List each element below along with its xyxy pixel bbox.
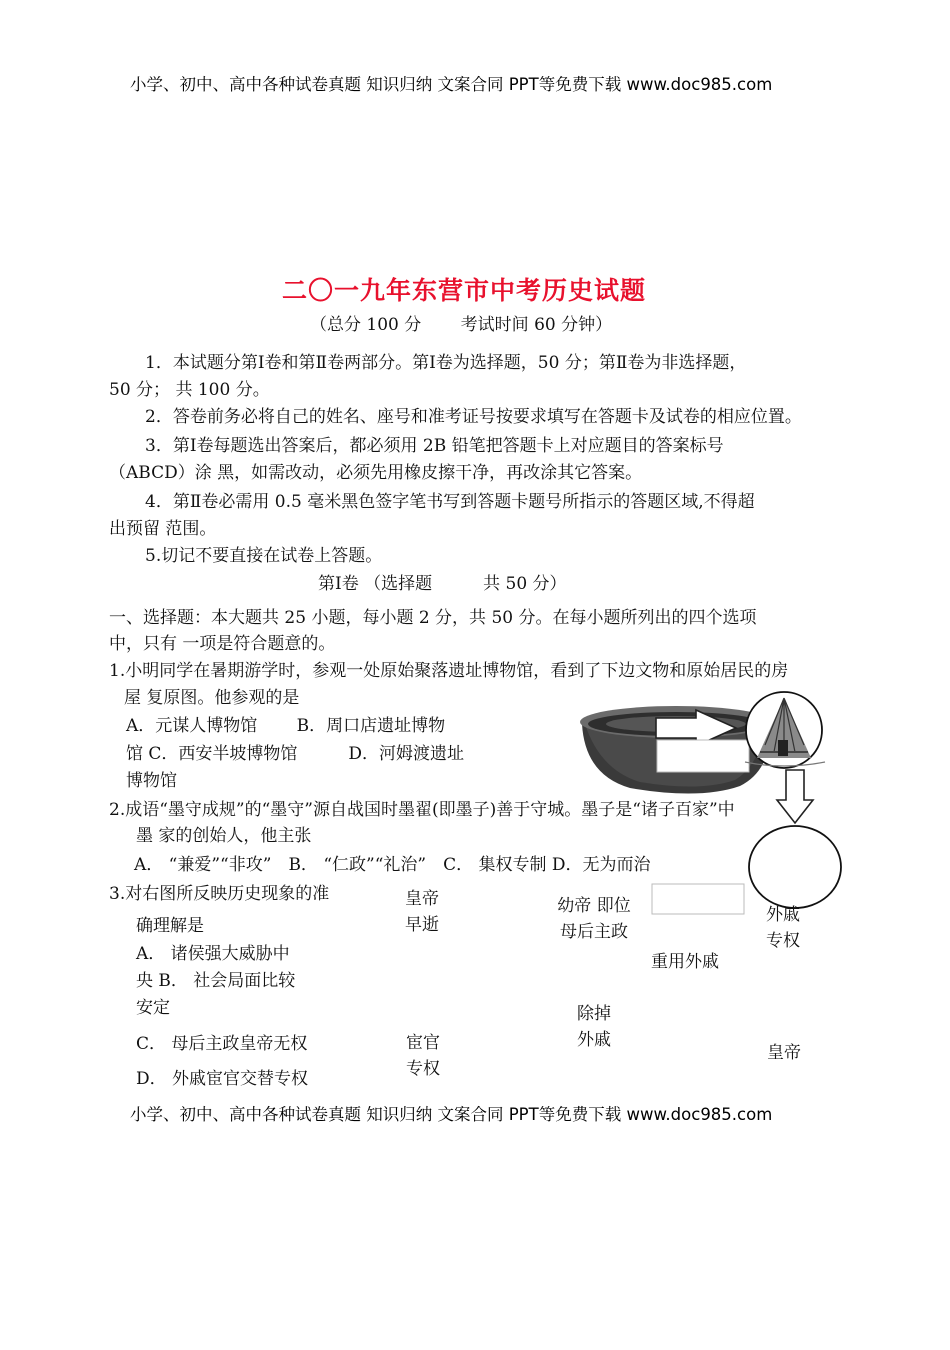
q3-option-b-cont: 安定	[136, 998, 170, 1018]
q3-option-d: D． 外戚宦官交替专权	[136, 1069, 309, 1089]
instruction-3b: （ABCD）涂 黑，如需改动，必须先用橡皮擦干净，再改涂其它答案。	[109, 463, 643, 483]
q3-option-a: A． 诸侯强大威胁中	[136, 944, 290, 964]
diagram-emperor: 皇帝	[767, 1043, 801, 1063]
section-intro-2: 中，只有 一项是符合题意的。	[109, 634, 336, 654]
section-intro-1: 一、选择题：本大题共 25 小题，每小题 2 分，共 50 分。在每小题所列出的四个选项	[109, 608, 757, 628]
exam-meta: （总分 100 分 考试时间 60 分钟）	[310, 315, 613, 335]
instruction-5: 5.切记不要直接在试卷上答题。	[145, 546, 383, 566]
instruction-1b: 50 分； 共 100 分。	[109, 380, 270, 400]
diagram-emperor-dies: 皇帝早逝	[405, 889, 439, 935]
diagram-child-emperor: 幼帝 即位 母后主政	[557, 896, 631, 942]
q3-stem-1: 3.对右图所反映历史现象的准	[109, 884, 330, 904]
q3-option-b: 央 B． 社会局面比较	[136, 971, 296, 991]
q1-options-1: A．元谋人博物馆 B．周口店遗址博物	[126, 716, 446, 736]
instruction-2: 2．答卷前务必将自己的姓名、座号和准考证号按要求填写在答题卡及试卷的相应位置。	[145, 407, 802, 427]
q3-stem-2: 确理解是	[136, 916, 204, 936]
diagram-eunuch-power: 宦官专权	[406, 1033, 440, 1079]
hut-image	[745, 692, 825, 768]
q1-options-3: 博物馆	[126, 771, 177, 791]
blank-box	[657, 740, 749, 772]
diagram-relatives-power: 外戚专权	[766, 905, 800, 951]
q1-stem-2: 屋 复原图。他参观的是	[124, 688, 300, 708]
instruction-4a: 4．第Ⅱ卷必需用 0.5 毫米黑色签字笔书写到答题卡题号所指示的答题区域,不得超	[145, 492, 755, 512]
q1-options-2: 馆 C．西安半坡博物馆 D．河姆渡遗址	[126, 744, 465, 764]
q1-stem-1: 1.小明同学在暑期游学时，参观一处原始聚落遗址博物馆，看到了下边文物和原始居民的房	[109, 661, 789, 681]
bottom-banner: 小学、初中、高中各种试卷真题 知识归纳 文案合同 PPT等免费下载 www.doc985.com	[130, 1105, 773, 1124]
down-arrow-shape	[777, 770, 813, 823]
diagram-reuse-relatives: 重用外戚	[651, 952, 719, 972]
q3-option-c: C． 母后主政皇帝无权	[136, 1034, 308, 1054]
instruction-3a: 3．第Ⅰ卷每题选出答案后，都必须用 2B 铅笔把答题卡上对应题目的答案标号	[145, 436, 724, 456]
q2-options: A． “兼爱”“非攻” B． “仁政”“礼治” C． 集权专制 D．无为而治	[134, 855, 651, 875]
top-banner: 小学、初中、高中各种试卷真题 知识归纳 文案合同 PPT等免费下载 www.doc985.com	[130, 75, 773, 94]
diagram-circle	[749, 826, 841, 908]
instruction-4b: 出预留 范围。	[109, 519, 217, 539]
exam-title: 二〇一九年东营市中考历史试题	[282, 276, 647, 305]
instruction-1a: 1．本试题分第Ⅰ卷和第Ⅱ卷两部分。第Ⅰ卷为选择题，50 分；第Ⅱ卷为非选择题，	[145, 353, 747, 373]
diagram-remove-relatives: 除掉外戚	[577, 1004, 611, 1050]
section-heading: 第Ⅰ卷 （选择题 共 50 分）	[318, 574, 567, 594]
q2-stem-1: 2.成语“墨守成规”的“墨守”源自战国时墨翟(即墨子)善于守城。墨子是“诸子百家”中	[109, 800, 735, 820]
blank-box-2	[652, 884, 744, 914]
q2-stem-2: 墨 家的创始人，他主张	[136, 826, 312, 846]
